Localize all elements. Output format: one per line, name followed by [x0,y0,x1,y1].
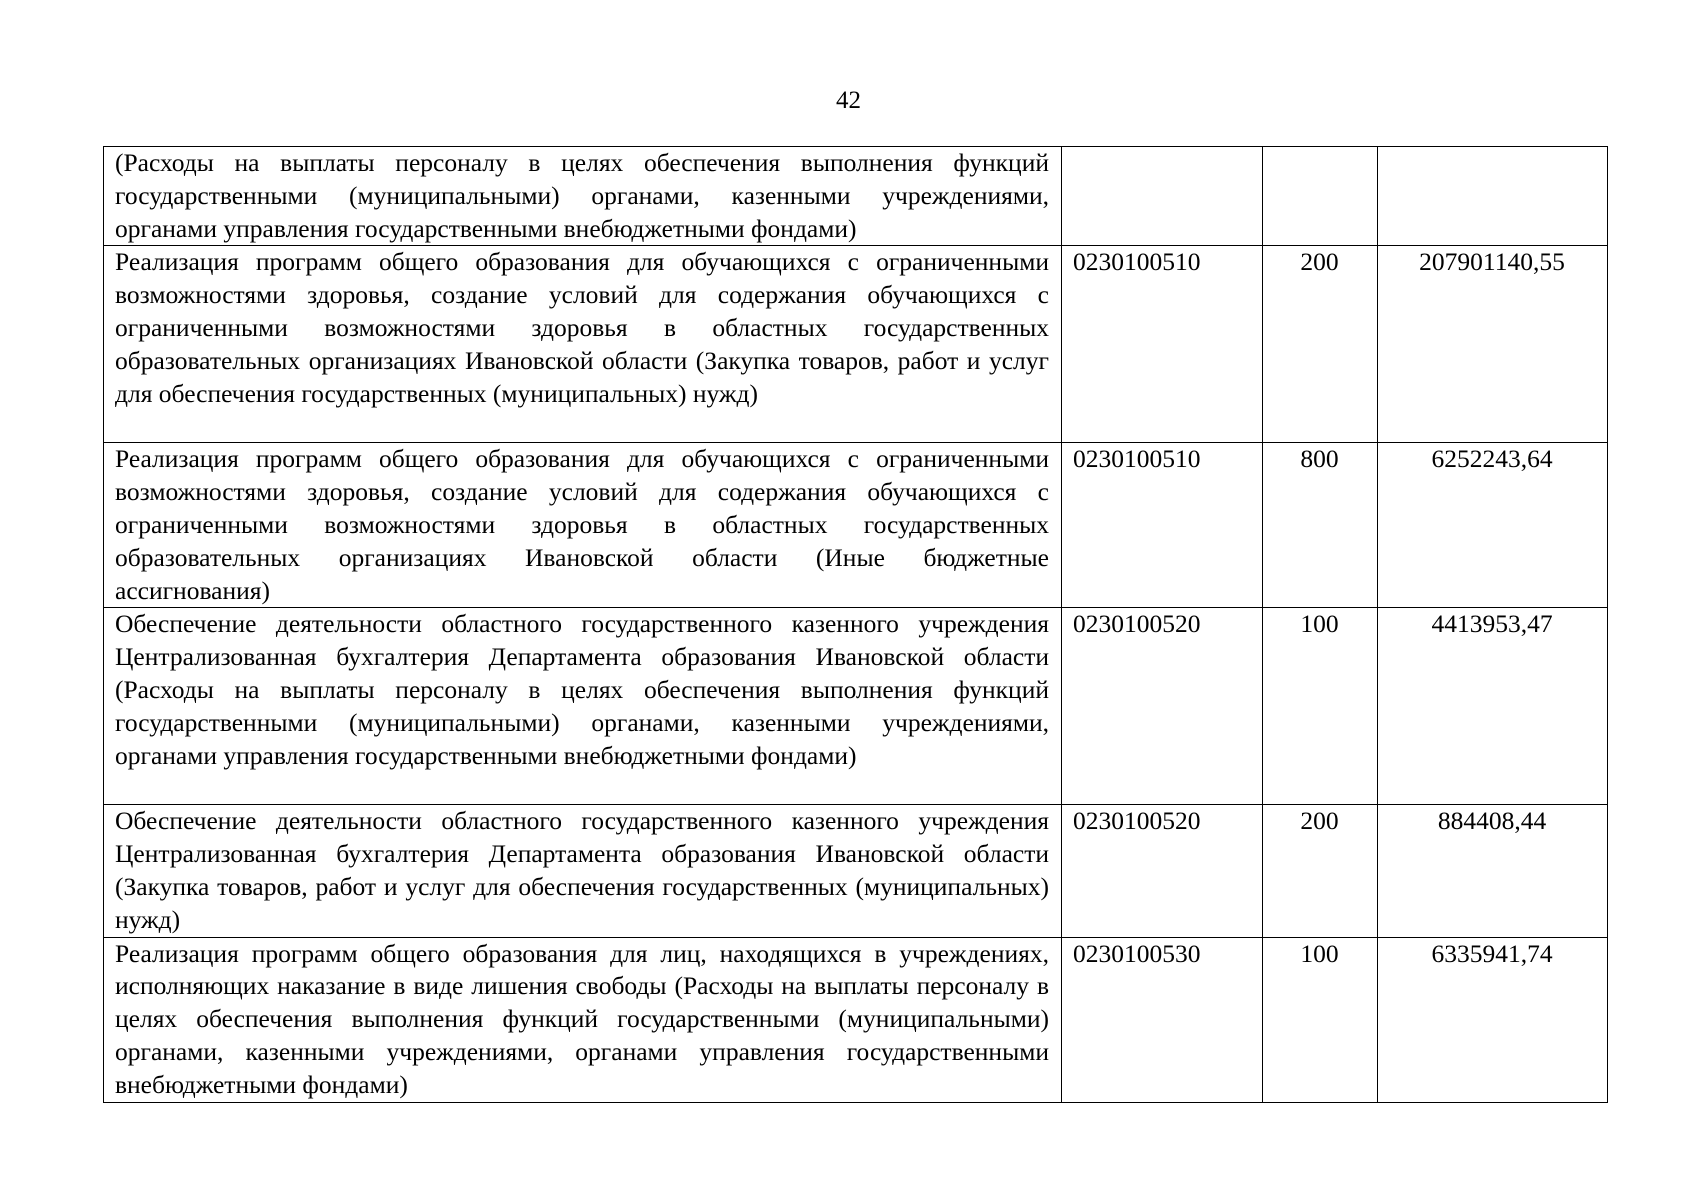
row-amount: 4413953,47 [1378,608,1608,805]
row-description: Обеспечение деятельности областного государственного казенного учреждения Централизованная бухгалтерия Департамента образования Ивановской области (Расходы на выплаты персоналу в целях обеспечения выполнения функций государственными (муниципальными) органами, казенными учреждениями, органами управления государственными внебюджетными фондами) [104,608,1062,805]
table-row [104,147,1608,246]
row-target-code: 0230100530 [1062,937,1263,1102]
row-target-code: 0230100510 [1062,443,1263,608]
row-amount: 884408,44 [1378,805,1608,937]
row-amount: 207901140,55 [1378,246,1608,443]
table-row [104,937,1608,1102]
table-row [104,246,1608,443]
row-expense-type: 200 [1263,246,1378,443]
row-expense-type: 200 [1263,805,1378,937]
row-description: Реализация программ общего образования для обучающихся с ограниченными возможностями здоровья, создание условий для содержания обучающихся с ограниченными возможностями здоровья в областных государственных образовательных организациях Ивановской области (Закупка товаров, работ и услуг для обеспечения государственных (муниципальных) нужд) [104,246,1062,443]
row-description: Обеспечение деятельности областного государственного казенного учреждения Централизованная бухгалтерия Департамента образования Ивановской области (Закупка товаров, работ и услуг для обеспечения государственных (муниципальных) нужд) [104,805,1062,937]
table-row [104,805,1608,937]
row-target-code: 0230100520 [1062,805,1263,937]
row-amount: 6252243,64 [1378,443,1608,608]
table-row [104,443,1608,608]
row-expense-type: 800 [1263,443,1378,608]
row-amount [1378,147,1608,246]
row-target-code: 0230100510 [1062,246,1263,443]
row-expense-type: 100 [1263,937,1378,1102]
row-amount: 6335941,74 [1378,937,1608,1102]
row-expense-type [1263,147,1378,246]
table-row [104,608,1608,805]
row-expense-type: 100 [1263,608,1378,805]
row-target-code [1062,147,1263,246]
row-description: (Расходы на выплаты персоналу в целях обеспечения выполнения функций государственными (муниципальными) органами, казенными учреждениями, органами управления государственными внебюджетными фондами) [104,147,1062,246]
page-number: 42 [836,87,861,114]
row-description: Реализация программ общего образования для обучающихся с ограниченными возможностями здоровья, создание условий для содержания обучающихся с ограниченными возможностями здоровья в областных государственных образовательных организациях Ивановской области (Иные бюджетные ассигнования) [104,443,1062,608]
row-target-code: 0230100520 [1062,608,1263,805]
budget-table [103,146,1608,1103]
row-description: Реализация программ общего образования для лиц, находящихся в учреждениях, исполняющих наказание в виде лишения свободы (Расходы на выплаты персоналу в целях обеспечения выполнения функций государственными (муниципальными) органами, казенными учреждениями, органами управления государственными внебюджетными фондами) [104,937,1062,1102]
